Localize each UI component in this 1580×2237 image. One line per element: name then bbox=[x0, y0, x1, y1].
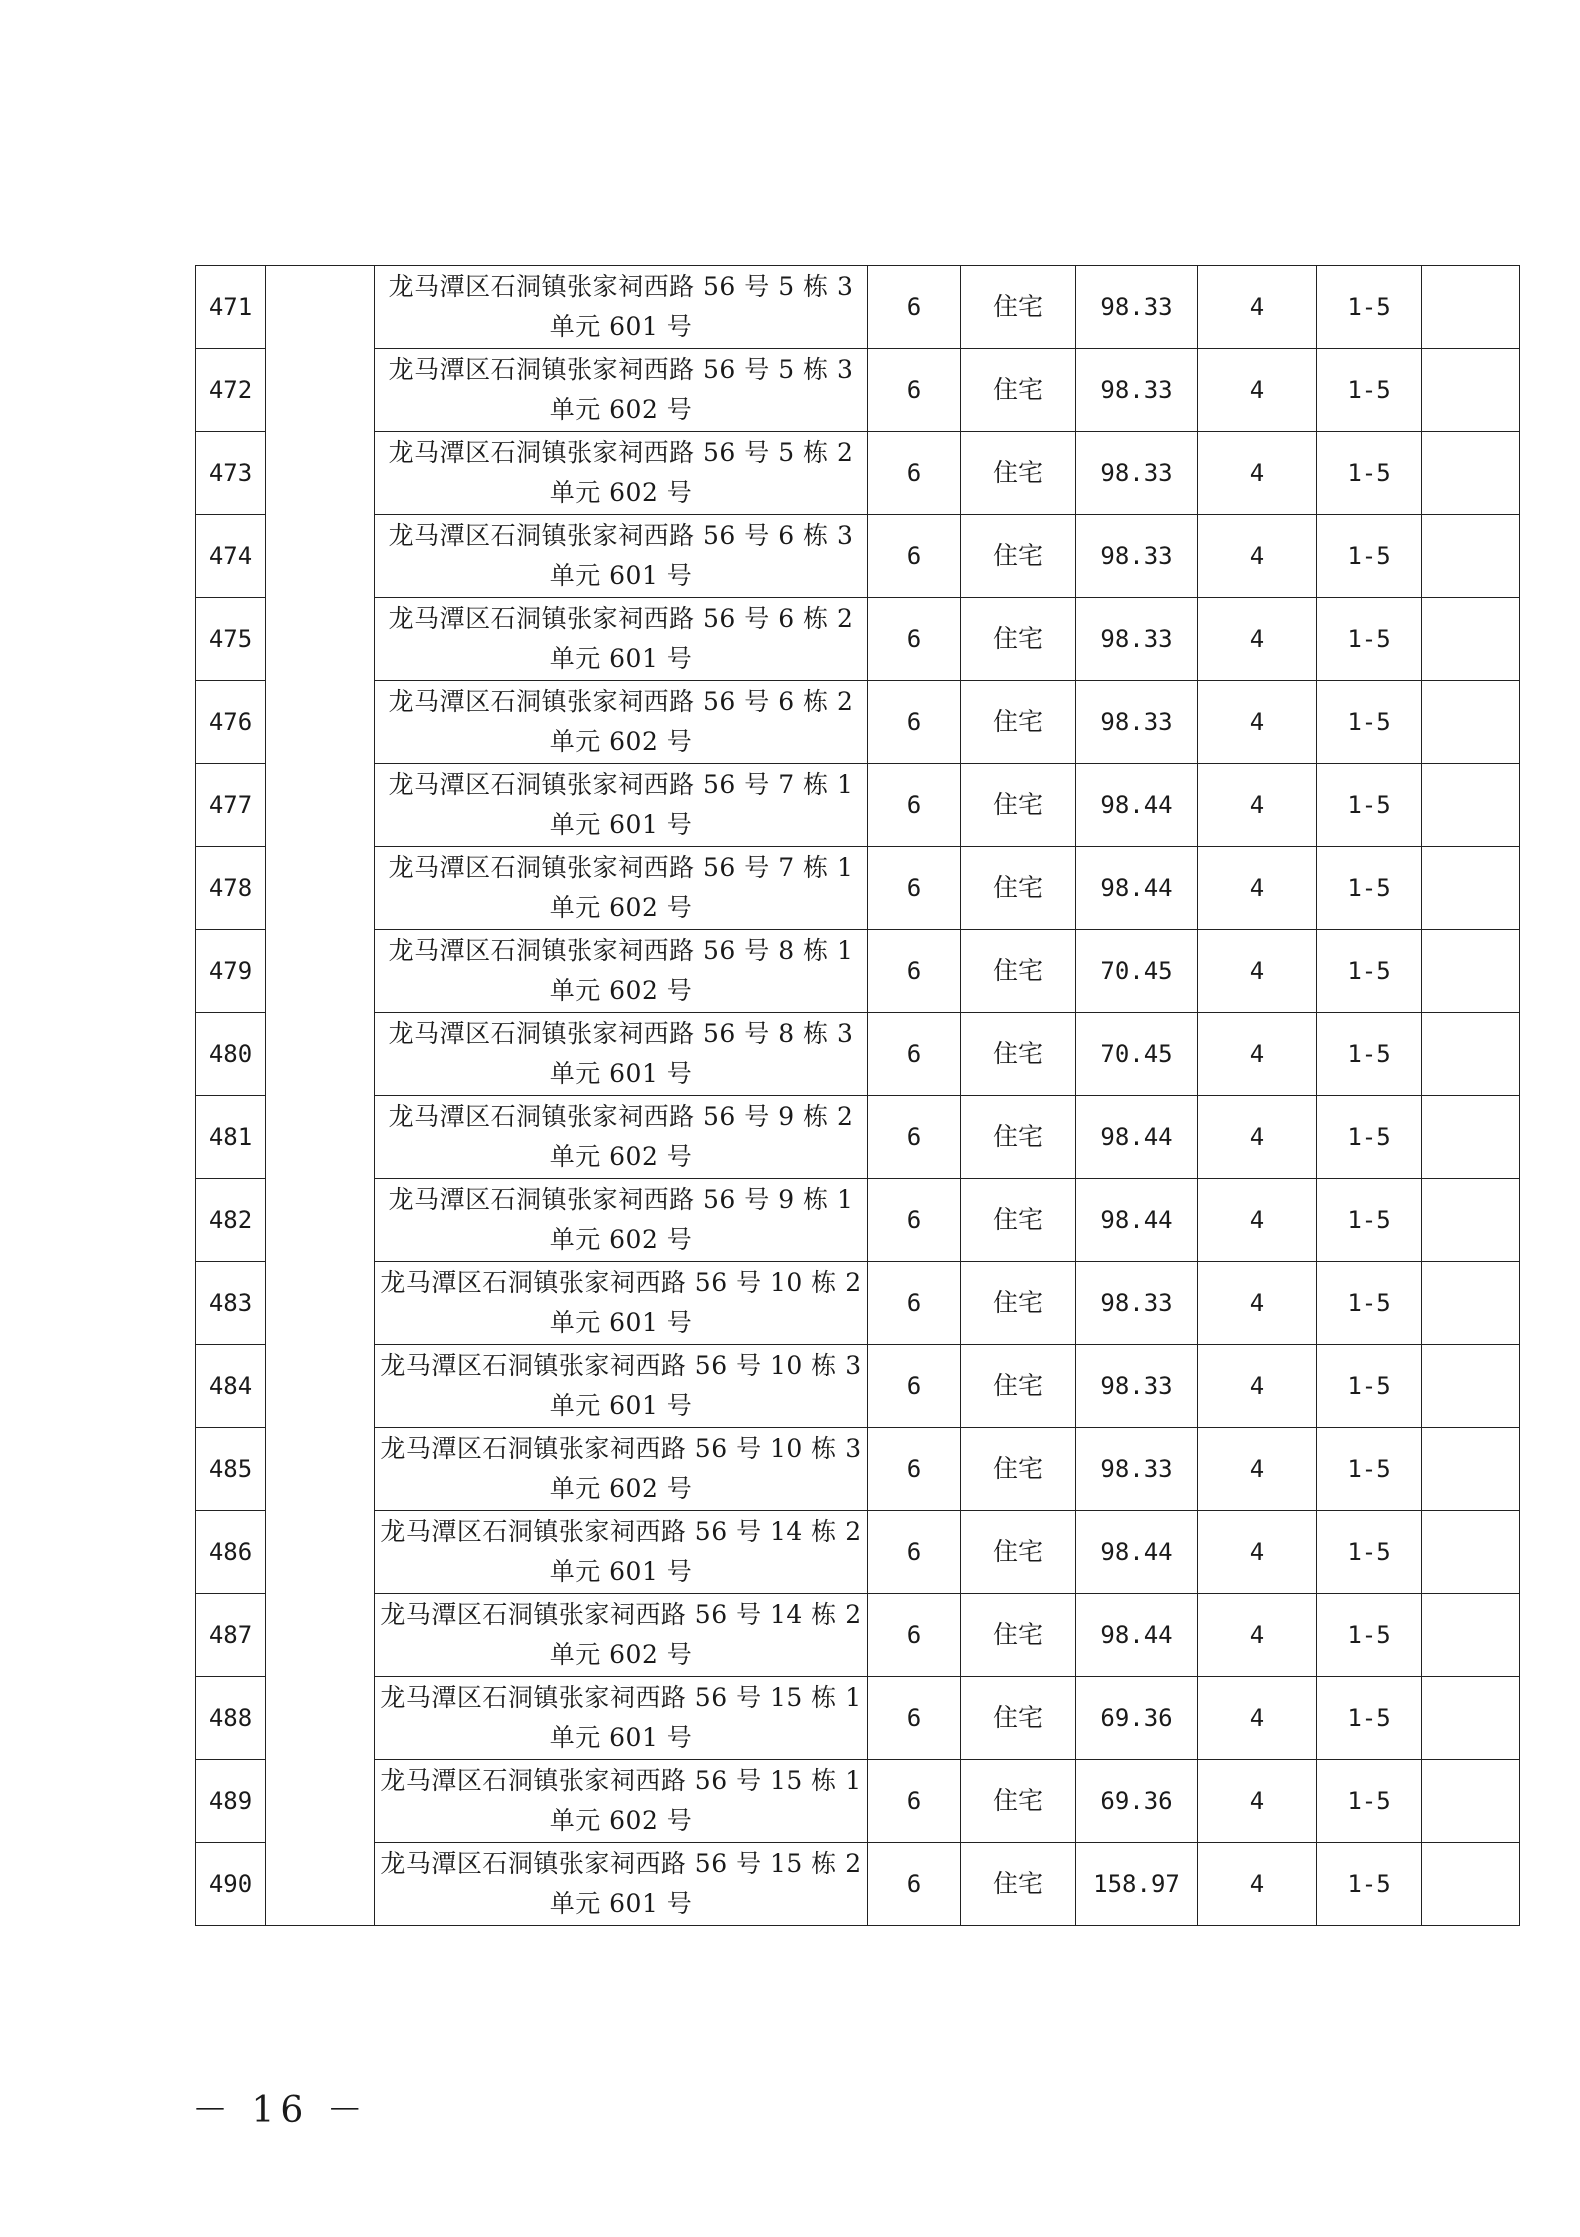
table-row bbox=[196, 1345, 1520, 1428]
row-number-cell: 489 bbox=[196, 1760, 266, 1843]
table-row bbox=[196, 432, 1520, 515]
floors-cell: 6 bbox=[868, 598, 961, 681]
count-cell: 4 bbox=[1198, 1594, 1317, 1677]
address-cell bbox=[375, 1013, 868, 1096]
row-number-cell: 473 bbox=[196, 432, 266, 515]
count-cell: 4 bbox=[1198, 681, 1317, 764]
range-cell: 1-5 bbox=[1317, 266, 1422, 349]
usage-cell: 住宅 bbox=[961, 764, 1076, 847]
row-number-cell: 481 bbox=[196, 1096, 266, 1179]
address-cell bbox=[375, 1594, 868, 1677]
floors-cell: 6 bbox=[868, 1096, 961, 1179]
address-cell bbox=[375, 515, 868, 598]
address-cell bbox=[375, 598, 868, 681]
address-line-1: 龙马潭区石洞镇张家祠西路 56 号 15 栋 1 bbox=[380, 1683, 862, 1712]
area-cell: 98.33 bbox=[1076, 1345, 1198, 1428]
remark-cell bbox=[1422, 1843, 1520, 1926]
range-cell: 1-5 bbox=[1317, 930, 1422, 1013]
address-line-1: 龙马潭区石洞镇张家祠西路 56 号 5 栋 3 bbox=[388, 355, 854, 384]
address-line-1: 龙马潭区石洞镇张家祠西路 56 号 10 栋 3 bbox=[380, 1434, 862, 1463]
row-number-cell: 475 bbox=[196, 598, 266, 681]
address-cell bbox=[375, 1179, 868, 1262]
count-cell: 4 bbox=[1198, 1677, 1317, 1760]
usage-cell: 住宅 bbox=[961, 847, 1076, 930]
count-cell: 4 bbox=[1198, 598, 1317, 681]
range-cell: 1-5 bbox=[1317, 1262, 1422, 1345]
count-cell: 4 bbox=[1198, 266, 1317, 349]
floors-cell: 6 bbox=[868, 349, 961, 432]
table-row bbox=[196, 349, 1520, 432]
count-cell: 4 bbox=[1198, 1428, 1317, 1511]
count-cell: 4 bbox=[1198, 1843, 1317, 1926]
address-line-2: 单元 601 号 bbox=[549, 312, 693, 341]
range-cell: 1-5 bbox=[1317, 1345, 1422, 1428]
address-line-2: 单元 601 号 bbox=[549, 561, 693, 590]
usage-cell: 住宅 bbox=[961, 1013, 1076, 1096]
usage-cell: 住宅 bbox=[961, 1511, 1076, 1594]
address-line-2: 单元 601 号 bbox=[549, 644, 693, 673]
range-cell: 1-5 bbox=[1317, 1179, 1422, 1262]
usage-cell: 住宅 bbox=[961, 681, 1076, 764]
table-row bbox=[196, 1843, 1520, 1926]
row-number-cell: 471 bbox=[196, 266, 266, 349]
table-row bbox=[196, 1179, 1520, 1262]
floors-cell: 6 bbox=[868, 764, 961, 847]
range-cell: 1-5 bbox=[1317, 847, 1422, 930]
remark-cell bbox=[1422, 930, 1520, 1013]
address-line-1: 龙马潭区石洞镇张家祠西路 56 号 14 栋 2 bbox=[380, 1517, 862, 1546]
table-row bbox=[196, 1594, 1520, 1677]
row-number-cell: 486 bbox=[196, 1511, 266, 1594]
floors-cell: 6 bbox=[868, 1760, 961, 1843]
area-cell: 98.33 bbox=[1076, 1262, 1198, 1345]
area-cell: 69.36 bbox=[1076, 1760, 1198, 1843]
table-row bbox=[196, 764, 1520, 847]
range-cell: 1-5 bbox=[1317, 1096, 1422, 1179]
row-number-cell: 476 bbox=[196, 681, 266, 764]
row-number-cell: 472 bbox=[196, 349, 266, 432]
floors-cell: 6 bbox=[868, 1677, 961, 1760]
table-row bbox=[196, 1677, 1520, 1760]
address-line-2: 单元 601 号 bbox=[549, 1557, 693, 1586]
remark-cell bbox=[1422, 349, 1520, 432]
count-cell: 4 bbox=[1198, 1179, 1317, 1262]
area-cell: 98.33 bbox=[1076, 681, 1198, 764]
floors-cell: 6 bbox=[868, 1843, 961, 1926]
address-line-2: 单元 602 号 bbox=[549, 1640, 693, 1669]
area-cell: 98.44 bbox=[1076, 1179, 1198, 1262]
property-table bbox=[195, 265, 1520, 1926]
address-cell bbox=[375, 1345, 868, 1428]
address-line-2: 单元 601 号 bbox=[549, 1723, 693, 1752]
usage-cell: 住宅 bbox=[961, 349, 1076, 432]
count-cell: 4 bbox=[1198, 1013, 1317, 1096]
address-cell bbox=[375, 1843, 868, 1926]
count-cell: 4 bbox=[1198, 432, 1317, 515]
address-line-1: 龙马潭区石洞镇张家祠西路 56 号 5 栋 2 bbox=[388, 438, 854, 467]
count-cell: 4 bbox=[1198, 1760, 1317, 1843]
row-number-cell: 479 bbox=[196, 930, 266, 1013]
address-line-2: 单元 602 号 bbox=[549, 1142, 693, 1171]
address-cell bbox=[375, 266, 868, 349]
address-line-1: 龙马潭区石洞镇张家祠西路 56 号 10 栋 3 bbox=[380, 1351, 862, 1380]
remark-cell bbox=[1422, 598, 1520, 681]
address-line-1: 龙马潭区石洞镇张家祠西路 56 号 7 栋 1 bbox=[388, 770, 854, 799]
usage-cell: 住宅 bbox=[961, 432, 1076, 515]
range-cell: 1-5 bbox=[1317, 1013, 1422, 1096]
table-row bbox=[196, 930, 1520, 1013]
area-cell: 98.44 bbox=[1076, 847, 1198, 930]
remark-cell bbox=[1422, 1013, 1520, 1096]
address-line-1: 龙马潭区石洞镇张家祠西路 56 号 9 栋 1 bbox=[388, 1185, 854, 1214]
range-cell: 1-5 bbox=[1317, 764, 1422, 847]
table-row bbox=[196, 1511, 1520, 1594]
range-cell: 1-5 bbox=[1317, 515, 1422, 598]
floors-cell: 6 bbox=[868, 681, 961, 764]
floors-cell: 6 bbox=[868, 1345, 961, 1428]
range-cell: 1-5 bbox=[1317, 1594, 1422, 1677]
range-cell: 1-5 bbox=[1317, 598, 1422, 681]
floors-cell: 6 bbox=[868, 515, 961, 598]
floors-cell: 6 bbox=[868, 1428, 961, 1511]
merged-blank-cell bbox=[266, 266, 375, 1926]
usage-cell: 住宅 bbox=[961, 1179, 1076, 1262]
count-cell: 4 bbox=[1198, 515, 1317, 598]
usage-cell: 住宅 bbox=[961, 1262, 1076, 1345]
table-row bbox=[196, 847, 1520, 930]
address-line-1: 龙马潭区石洞镇张家祠西路 56 号 7 栋 1 bbox=[388, 853, 854, 882]
floors-cell: 6 bbox=[868, 432, 961, 515]
area-cell: 98.33 bbox=[1076, 266, 1198, 349]
remark-cell bbox=[1422, 1511, 1520, 1594]
remark-cell bbox=[1422, 1262, 1520, 1345]
remark-cell bbox=[1422, 1428, 1520, 1511]
area-cell: 98.44 bbox=[1076, 1511, 1198, 1594]
address-line-1: 龙马潭区石洞镇张家祠西路 56 号 8 栋 1 bbox=[388, 936, 854, 965]
address-line-2: 单元 601 号 bbox=[549, 1889, 693, 1918]
area-cell: 98.33 bbox=[1076, 598, 1198, 681]
count-cell: 4 bbox=[1198, 1511, 1317, 1594]
remark-cell bbox=[1422, 432, 1520, 515]
remark-cell bbox=[1422, 1179, 1520, 1262]
address-line-2: 单元 602 号 bbox=[549, 478, 693, 507]
remark-cell bbox=[1422, 1096, 1520, 1179]
count-cell: 4 bbox=[1198, 764, 1317, 847]
range-cell: 1-5 bbox=[1317, 349, 1422, 432]
address-cell bbox=[375, 930, 868, 1013]
address-line-2: 单元 602 号 bbox=[549, 1474, 693, 1503]
address-line-2: 单元 601 号 bbox=[549, 1308, 693, 1337]
remark-cell bbox=[1422, 1677, 1520, 1760]
usage-cell: 住宅 bbox=[961, 515, 1076, 598]
address-cell bbox=[375, 349, 868, 432]
usage-cell: 住宅 bbox=[961, 1428, 1076, 1511]
range-cell: 1-5 bbox=[1317, 1428, 1422, 1511]
range-cell: 1-5 bbox=[1317, 432, 1422, 515]
floors-cell: 6 bbox=[868, 1511, 961, 1594]
address-cell bbox=[375, 1262, 868, 1345]
remark-cell bbox=[1422, 1594, 1520, 1677]
table-row bbox=[196, 266, 1520, 349]
address-line-2: 单元 601 号 bbox=[549, 1391, 693, 1420]
usage-cell: 住宅 bbox=[961, 266, 1076, 349]
address-cell bbox=[375, 432, 868, 515]
floors-cell: 6 bbox=[868, 1013, 961, 1096]
usage-cell: 住宅 bbox=[961, 1843, 1076, 1926]
floors-cell: 6 bbox=[868, 1179, 961, 1262]
floors-cell: 6 bbox=[868, 847, 961, 930]
remark-cell bbox=[1422, 266, 1520, 349]
address-line-1: 龙马潭区石洞镇张家祠西路 56 号 15 栋 2 bbox=[380, 1849, 862, 1878]
count-cell: 4 bbox=[1198, 349, 1317, 432]
row-number-cell: 487 bbox=[196, 1594, 266, 1677]
address-cell bbox=[375, 847, 868, 930]
row-number-cell: 477 bbox=[196, 764, 266, 847]
usage-cell: 住宅 bbox=[961, 1594, 1076, 1677]
address-line-2: 单元 602 号 bbox=[549, 1225, 693, 1254]
address-line-1: 龙马潭区石洞镇张家祠西路 56 号 15 栋 1 bbox=[380, 1766, 862, 1795]
usage-cell: 住宅 bbox=[961, 598, 1076, 681]
area-cell: 98.33 bbox=[1076, 1428, 1198, 1511]
address-line-2: 单元 602 号 bbox=[549, 727, 693, 756]
count-cell: 4 bbox=[1198, 930, 1317, 1013]
address-cell bbox=[375, 1428, 868, 1511]
address-line-2: 单元 602 号 bbox=[549, 976, 693, 1005]
table-row bbox=[196, 1428, 1520, 1511]
row-number-cell: 485 bbox=[196, 1428, 266, 1511]
usage-cell: 住宅 bbox=[961, 1345, 1076, 1428]
area-cell: 70.45 bbox=[1076, 930, 1198, 1013]
remark-cell bbox=[1422, 515, 1520, 598]
table-row bbox=[196, 515, 1520, 598]
table-row bbox=[196, 1760, 1520, 1843]
floors-cell: 6 bbox=[868, 1262, 961, 1345]
count-cell: 4 bbox=[1198, 1096, 1317, 1179]
area-cell: 98.33 bbox=[1076, 349, 1198, 432]
floors-cell: 6 bbox=[868, 1594, 961, 1677]
address-line-1: 龙马潭区石洞镇张家祠西路 56 号 6 栋 2 bbox=[388, 687, 854, 716]
area-cell: 98.44 bbox=[1076, 1096, 1198, 1179]
address-line-1: 龙马潭区石洞镇张家祠西路 56 号 6 栋 2 bbox=[388, 604, 854, 633]
address-cell bbox=[375, 681, 868, 764]
table-row bbox=[196, 1096, 1520, 1179]
table-row bbox=[196, 681, 1520, 764]
address-line-1: 龙马潭区石洞镇张家祠西路 56 号 10 栋 2 bbox=[380, 1268, 862, 1297]
row-number-cell: 484 bbox=[196, 1345, 266, 1428]
address-line-2: 单元 602 号 bbox=[549, 395, 693, 424]
remark-cell bbox=[1422, 847, 1520, 930]
address-line-2: 单元 602 号 bbox=[549, 1806, 693, 1835]
address-cell bbox=[375, 1096, 868, 1179]
table-row bbox=[196, 1013, 1520, 1096]
address-line-2: 单元 602 号 bbox=[549, 893, 693, 922]
table-row bbox=[196, 598, 1520, 681]
area-cell: 98.33 bbox=[1076, 515, 1198, 598]
area-cell: 69.36 bbox=[1076, 1677, 1198, 1760]
address-cell bbox=[375, 1511, 868, 1594]
address-line-1: 龙马潭区石洞镇张家祠西路 56 号 14 栋 2 bbox=[380, 1600, 862, 1629]
floors-cell: 6 bbox=[868, 930, 961, 1013]
range-cell: 1-5 bbox=[1317, 681, 1422, 764]
row-number-cell: 474 bbox=[196, 515, 266, 598]
address-cell bbox=[375, 1760, 868, 1843]
page-number: － 16 － bbox=[192, 2090, 369, 2131]
address-line-1: 龙马潭区石洞镇张家祠西路 56 号 8 栋 3 bbox=[388, 1019, 854, 1048]
usage-cell: 住宅 bbox=[961, 1677, 1076, 1760]
address-line-1: 龙马潭区石洞镇张家祠西路 56 号 5 栋 3 bbox=[388, 272, 854, 301]
area-cell: 98.44 bbox=[1076, 764, 1198, 847]
address-line-1: 龙马潭区石洞镇张家祠西路 56 号 6 栋 3 bbox=[388, 521, 854, 550]
address-line-2: 单元 601 号 bbox=[549, 1059, 693, 1088]
table-body bbox=[196, 266, 1520, 1926]
row-number-cell: 482 bbox=[196, 1179, 266, 1262]
count-cell: 4 bbox=[1198, 847, 1317, 930]
remark-cell bbox=[1422, 1345, 1520, 1428]
usage-cell: 住宅 bbox=[961, 1096, 1076, 1179]
area-cell: 98.33 bbox=[1076, 432, 1198, 515]
row-number-cell: 480 bbox=[196, 1013, 266, 1096]
row-number-cell: 490 bbox=[196, 1843, 266, 1926]
area-cell: 70.45 bbox=[1076, 1013, 1198, 1096]
remark-cell bbox=[1422, 681, 1520, 764]
range-cell: 1-5 bbox=[1317, 1843, 1422, 1926]
address-cell bbox=[375, 1677, 868, 1760]
row-number-cell: 488 bbox=[196, 1677, 266, 1760]
range-cell: 1-5 bbox=[1317, 1760, 1422, 1843]
row-number-cell: 478 bbox=[196, 847, 266, 930]
usage-cell: 住宅 bbox=[961, 1760, 1076, 1843]
range-cell: 1-5 bbox=[1317, 1677, 1422, 1760]
address-line-2: 单元 601 号 bbox=[549, 810, 693, 839]
table-row bbox=[196, 1262, 1520, 1345]
address-line-1: 龙马潭区石洞镇张家祠西路 56 号 9 栋 2 bbox=[388, 1102, 854, 1131]
range-cell: 1-5 bbox=[1317, 1511, 1422, 1594]
row-number-cell: 483 bbox=[196, 1262, 266, 1345]
area-cell: 98.44 bbox=[1076, 1594, 1198, 1677]
usage-cell: 住宅 bbox=[961, 930, 1076, 1013]
count-cell: 4 bbox=[1198, 1262, 1317, 1345]
area-cell: 158.97 bbox=[1076, 1843, 1198, 1926]
remark-cell bbox=[1422, 1760, 1520, 1843]
remark-cell bbox=[1422, 764, 1520, 847]
floors-cell: 6 bbox=[868, 266, 961, 349]
count-cell: 4 bbox=[1198, 1345, 1317, 1428]
address-cell bbox=[375, 764, 868, 847]
